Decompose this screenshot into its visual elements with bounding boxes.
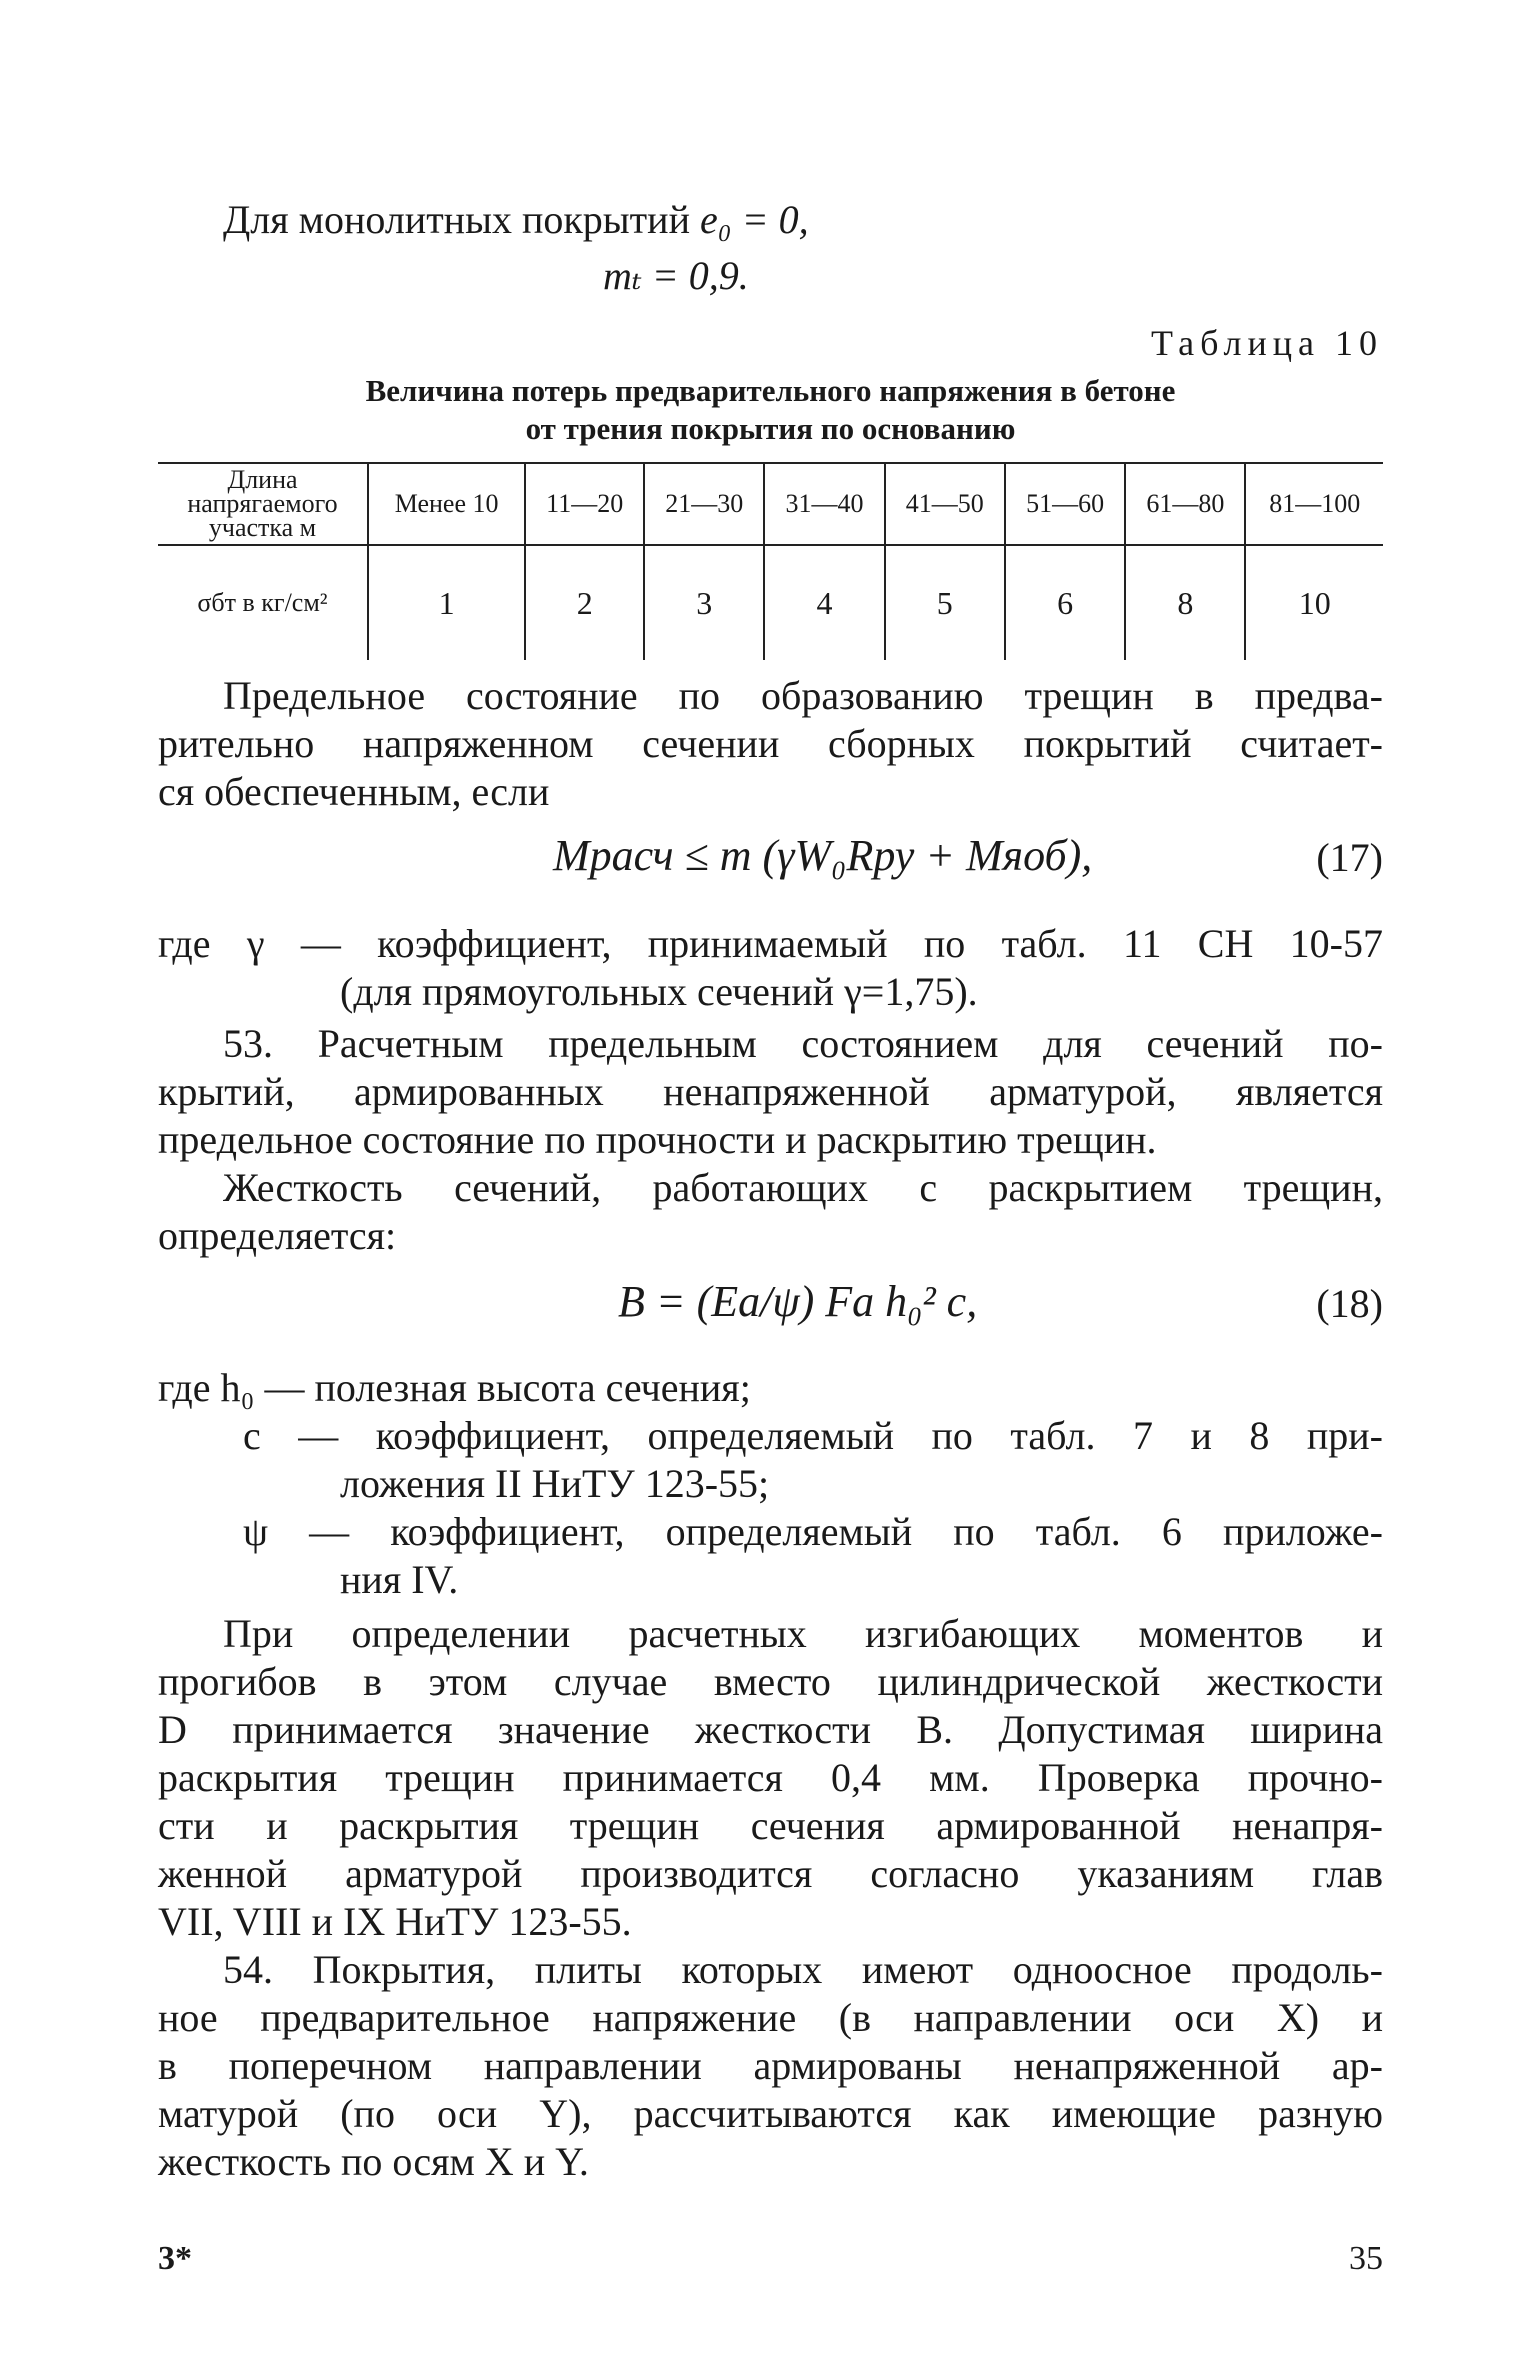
header-col-2: 11—20 (525, 463, 644, 545)
value-cell-6: 6 (1005, 545, 1125, 660)
header-col-8: 81—100 (1245, 463, 1383, 545)
para54-line-3: в поперечном направлении армированы ненапряженной ар- (158, 2043, 1383, 2088)
table-header-row (158, 463, 1383, 545)
para53-line-1: 53. Расчетным предельным состоянием для сечений по- (223, 1021, 1383, 1066)
value-cell-4: 4 (764, 545, 884, 660)
para1-line-2: рительно напряженном сечении сборных покрытий считает- (158, 721, 1383, 766)
para1-line-1: Предельное состояние по образованию трещин в предва- (223, 673, 1383, 718)
intro-text: Для монолитных покрытий (223, 197, 690, 242)
header-col-7: 61—80 (1125, 463, 1245, 545)
stiff-line-1: Жесткость сечений, работающих с раскрытием трещин, (223, 1165, 1383, 1210)
stiff-line-2: определяется: (158, 1213, 397, 1258)
where18-line-5: ния IV. (340, 1557, 459, 1602)
where17-line-2: (для прямоугольных сечений γ=1,75). (340, 969, 978, 1014)
para53-line-3: предельное состояние по прочности и раскрытию трещин. (158, 1117, 1157, 1162)
para54-line-2: ное предварительное напряжение (в направлении оси X) и (158, 1995, 1383, 2040)
moments-line-7: VII, VIII и IX НиТУ 123-55. (158, 1899, 632, 1944)
equation-17-number: (17) (1316, 835, 1383, 880)
header-col-3: 21—30 (644, 463, 764, 545)
where18-line-2: c — коэффициент, определяемый по табл. 7 и 8 при- (243, 1413, 1383, 1458)
value-cell-8: 10 (1245, 545, 1383, 660)
table-value-row (158, 545, 1383, 660)
intro-line-1 (223, 196, 809, 244)
moments-line-3: D принимается значение жесткости B. Допустимая ширина (158, 1707, 1383, 1752)
moments-line-5: сти и раскрытия трещин сечения армированной ненапря- (158, 1803, 1383, 1848)
intro-formula-e0: e₀ = 0, (699, 197, 809, 242)
table-caption-2: от трения покрытия по основанию (525, 411, 1016, 446)
equation-18: B = (Eа/ψ) Fа h₀² c, (618, 1277, 978, 1326)
header-col-1: Менее 10 (368, 463, 525, 545)
para53-line-2: крытий, армированных ненапряженной арматурой, является (158, 1069, 1383, 1114)
para54-line-5: жесткость по осям X и Y. (158, 2139, 589, 2184)
para54-line-4: матурой (по оси Y), рассчитываются как имеющие разную (158, 2091, 1383, 2136)
value-cell-3: 3 (644, 545, 764, 660)
para1-line-3: ся обеспеченным, если (158, 769, 550, 814)
moments-line-6: женной арматурой производится согласно указаниям глав (158, 1851, 1383, 1896)
header-length: Длина напрягаемого участка м (158, 463, 368, 545)
intro-formula-mt: mₜ = 0,9. (603, 253, 749, 298)
where18-line-1: где h₀ — полезная высота сечения; (158, 1365, 751, 1410)
row-label: σбт в кг/см² (197, 588, 328, 617)
where18-line-3: ложения II НиТУ 123-55; (340, 1461, 770, 1506)
where18-line-4: ψ — коэффициент, определяемый по табл. 6 приложе- (243, 1509, 1383, 1554)
value-cell-5: 5 (885, 545, 1005, 660)
para54-line-1: 54. Покрытия, плиты которых имеют одноосное продоль- (223, 1947, 1383, 1992)
header-col-4: 31—40 (764, 463, 884, 545)
page-number: 35 (1349, 2240, 1383, 2277)
loss-table (158, 462, 1383, 660)
signature-mark: 3* (158, 2240, 192, 2277)
where17-line-1: где γ — коэффициент, принимаемый по табл. 11 СН 10-57 (158, 921, 1383, 966)
equation-18-number: (18) (1316, 1281, 1383, 1326)
moments-line-2: прогибов в этом случае вместо цилиндрической жесткости (158, 1659, 1383, 1704)
value-cell-2: 2 (525, 545, 644, 660)
value-cell-7: 8 (1125, 545, 1245, 660)
table-label: Таблица 10 (1151, 323, 1383, 363)
moments-line-4: раскрытия трещин принимается 0,4 мм. Проверка прочно- (158, 1755, 1383, 1800)
value-cell-1: 1 (368, 545, 525, 660)
header-col-5: 41—50 (885, 463, 1005, 545)
document-page (158, 0, 1383, 2362)
equation-17: Mрасч ≤ m (γW₀Rру + Mяоб), (553, 831, 1093, 880)
table-caption-1: Величина потерь предварительного напряжения в бетоне (365, 373, 1176, 408)
moments-line-1: При определении расчетных изгибающих моментов и (223, 1611, 1383, 1656)
header-col-6: 51—60 (1005, 463, 1125, 545)
